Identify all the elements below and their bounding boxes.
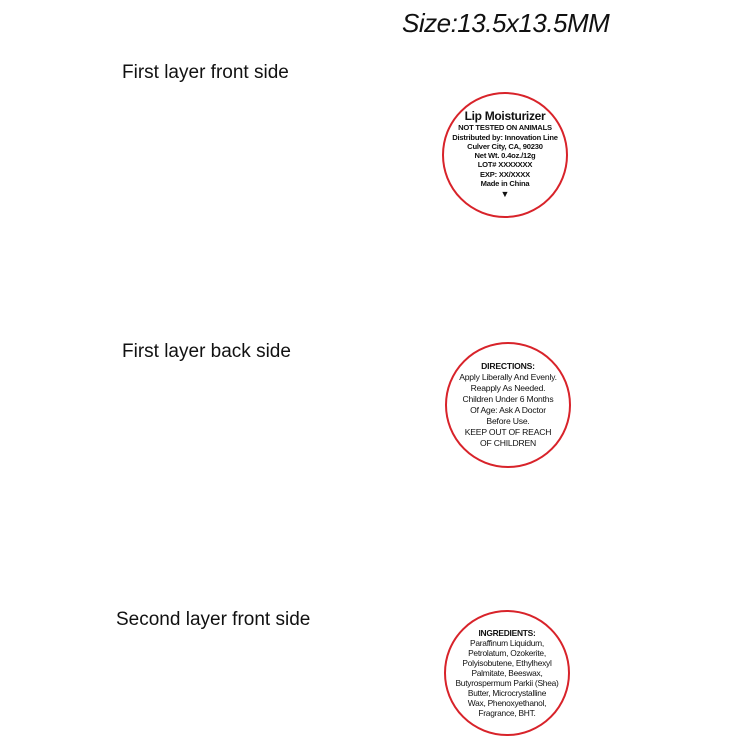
front-text-line: LOT# XXXXXXX — [477, 160, 533, 170]
ingredients-heading: INGREDIENTS: — [478, 627, 536, 638]
size-title: Size:13.5x13.5MM — [402, 8, 610, 38]
directions-heading: DIRECTIONS: — [481, 361, 535, 371]
first-layer-front-label: First layer front side — [122, 62, 289, 83]
ingredients-line: Paraffinum Liquidum, — [470, 637, 544, 648]
directions-line: KEEP OUT OF REACH — [464, 427, 552, 437]
front-text-line: Net Wt. 0.4oz./12g — [474, 151, 536, 161]
directions-line: Reapply As Needed. — [470, 383, 546, 393]
ingredients-line: Butyrospermum Parkii (Shea) — [455, 678, 559, 689]
ingredients-line: Fragrance, BHT. — [478, 708, 536, 719]
directions-line: Of Age: Ask A Doctor — [470, 405, 546, 415]
ingredients-line: Palmitate, Beeswax, — [471, 667, 543, 678]
front-text-line: Distributed by: Innovation Line — [452, 132, 558, 142]
directions-line: Children Under 6 Months — [462, 394, 554, 404]
second-layer-front-label: Second layer front side — [116, 609, 311, 630]
down-triangle-icon: ▼ — [500, 189, 510, 200]
back-side-label-circle — [445, 342, 571, 468]
ingredients-line: Wax, Phenoxyethanol, — [467, 698, 547, 709]
ingredients-line: Petrolatum, Ozokerite, — [468, 647, 546, 658]
front-text-line: EXP: XX/XXXX — [480, 169, 530, 179]
ingredients-line: Butter, Microcrystalline — [467, 688, 547, 699]
product-title: Lip Moisturizer — [464, 109, 546, 124]
ingredients-label-circle — [444, 610, 570, 736]
directions-line: Before Use. — [486, 416, 530, 426]
front-text-line: Made in China — [480, 178, 530, 188]
front-side-label-circle — [442, 92, 568, 218]
first-layer-back-label: First layer back side — [122, 341, 291, 362]
directions-line: OF CHILDREN — [479, 438, 537, 448]
front-text-line: NOT TESTED ON ANIMALS — [458, 123, 552, 133]
directions-line: Apply Liberally And Evenly. — [459, 372, 557, 382]
front-text-line: Culver City, CA, 90230 — [467, 141, 543, 151]
ingredients-line: Polyisobutene, Ethylhexyl — [462, 657, 552, 668]
